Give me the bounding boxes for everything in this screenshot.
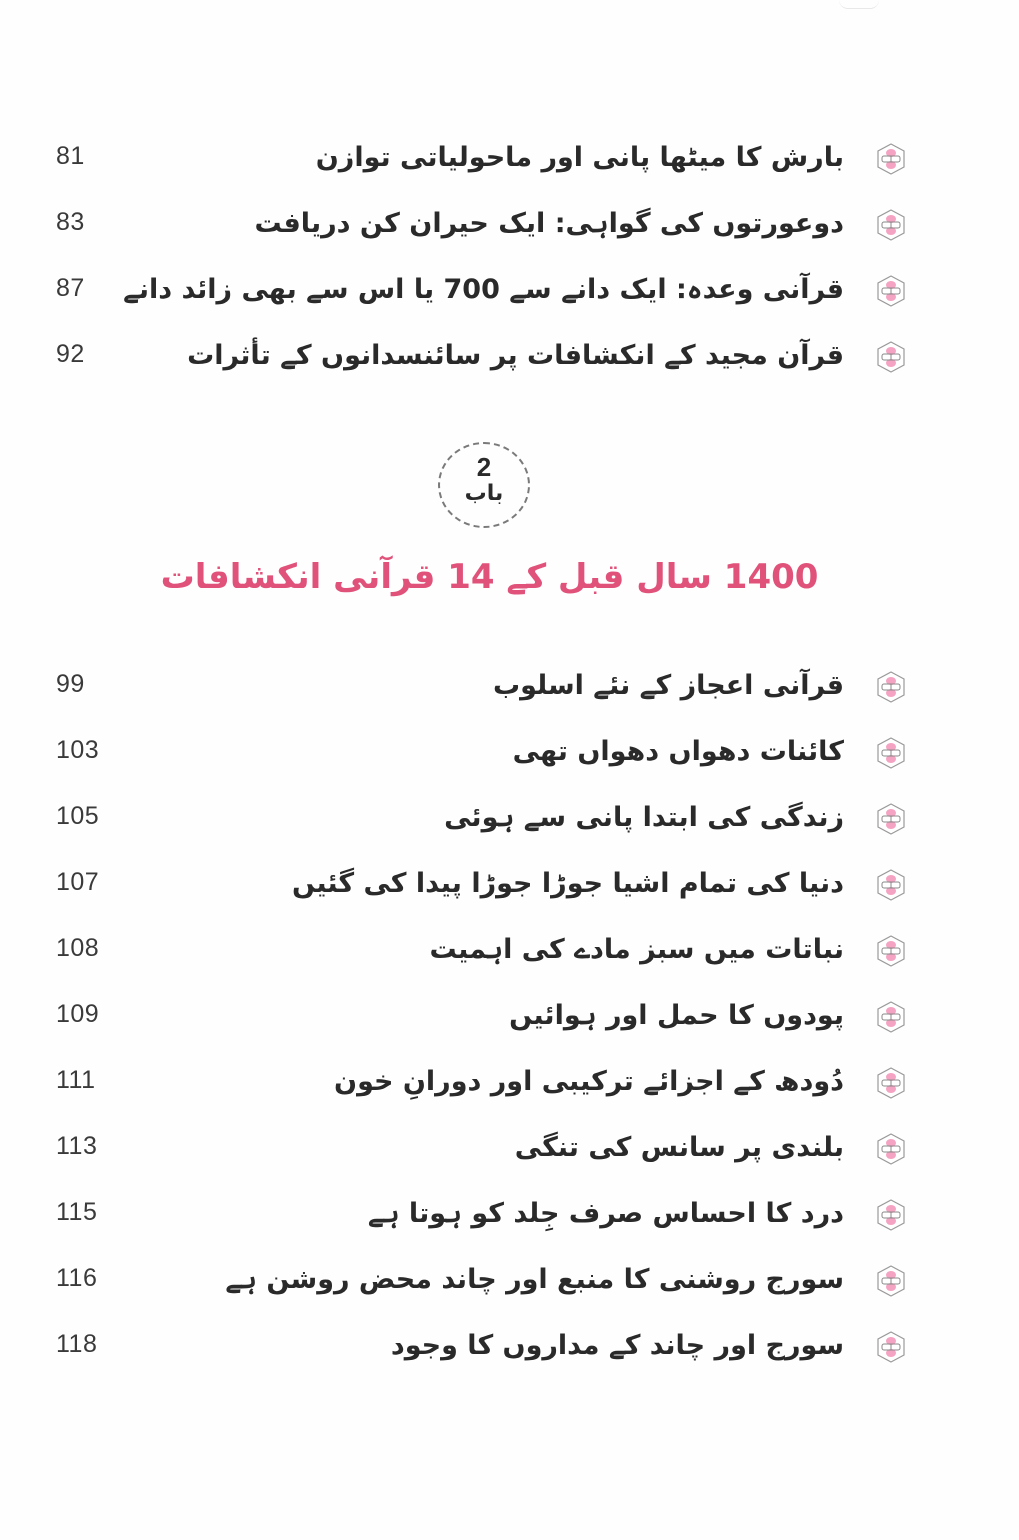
entry-title: سورج اور چاند کے مداروں کا وجود (390, 1330, 844, 1361)
entry-title: نباتات میں سبز مادے کی اہمیت (429, 934, 844, 965)
page-number: 87 (56, 274, 85, 302)
pink-hexagon-ornament-icon (875, 274, 907, 308)
toc-entry[interactable] (0, 328, 1019, 388)
pink-hexagon-ornament-icon (875, 670, 907, 704)
chapter-title-text: 1400 سال قبل کے 14 قرآنی انکشافات (160, 557, 819, 597)
pink-hexagon-ornament-icon (875, 736, 907, 770)
entry-title: سورج روشنی کا منبع اور چاند محض روشن ہے (225, 1264, 844, 1295)
toc-entry[interactable] (0, 790, 1019, 850)
page-number: 118 (56, 1330, 98, 1358)
entry-title: دوعورتوں کی گواہی: ایک حیران کن دریافت (254, 208, 844, 239)
pink-hexagon-ornament-icon (875, 1198, 907, 1232)
entry-title: قرآنی اعجاز کے نئے اسلوب (492, 670, 844, 701)
page-number: 107 (56, 868, 100, 896)
toc-entry[interactable] (0, 262, 1019, 322)
entry-title: بارش کا میٹھا پانی اور ماحولیاتی توازن (315, 142, 844, 173)
toc-entry[interactable] (0, 1054, 1019, 1114)
toc-entry[interactable] (0, 658, 1019, 718)
toc-entry[interactable] (0, 724, 1019, 784)
chapter-number: 2 (476, 452, 492, 482)
chapter-title (0, 556, 1019, 597)
chapter-label: باب (464, 481, 504, 506)
toc-entry[interactable] (0, 130, 1019, 190)
entry-title: پودوں کا حمل اور ہوائیں (509, 1000, 844, 1031)
pink-hexagon-ornament-icon (875, 1330, 907, 1364)
page-number: 81 (56, 142, 85, 170)
page-number: 115 (56, 1198, 98, 1226)
page-number: 109 (56, 1000, 100, 1028)
page-number: 99 (56, 670, 85, 698)
page-number: 108 (56, 934, 100, 962)
page-number: 103 (56, 736, 100, 764)
pink-hexagon-ornament-icon (875, 142, 907, 176)
pink-hexagon-ornament-icon (875, 802, 907, 836)
entry-title: درد کا احساس صرف جِلد کو ہوتا ہے (367, 1198, 844, 1229)
entry-title: کائنات دھواں دھواں تھی (512, 736, 844, 767)
pink-hexagon-ornament-icon (875, 208, 907, 242)
entry-title: دنیا کی تمام اشیا جوڑا جوڑا پیدا کی گئیں (292, 868, 844, 899)
page-number: 105 (56, 802, 100, 830)
page-number: 83 (56, 208, 85, 236)
entry-title: دُودھ کے اجزائے ترکیبی اور دورانِ خون (334, 1066, 844, 1097)
entry-title: قرآنی وعدہ: ایک دانے سے 700 یا اس سے بھی زائد دانے (123, 274, 844, 305)
page-edge-mark (839, 0, 879, 9)
pink-hexagon-ornament-icon (875, 868, 907, 902)
toc-entry[interactable] (0, 1120, 1019, 1180)
toc-entry[interactable] (0, 1186, 1019, 1246)
toc-entry[interactable] (0, 856, 1019, 916)
entry-title: زندگی کی ابتدا پانی سے ہوئی (444, 802, 844, 833)
toc-entry[interactable] (0, 922, 1019, 982)
page-number: 92 (56, 340, 85, 368)
pink-hexagon-ornament-icon (875, 1132, 907, 1166)
pink-hexagon-ornament-icon (875, 934, 907, 968)
pink-hexagon-ornament-icon (875, 1066, 907, 1100)
pink-hexagon-ornament-icon (875, 340, 907, 374)
toc-entry[interactable] (0, 988, 1019, 1048)
toc-entry[interactable] (0, 196, 1019, 256)
pink-hexagon-ornament-icon (875, 1264, 907, 1298)
entry-title: بلندی پر سانس کی تنگی (514, 1132, 844, 1163)
page-number: 116 (56, 1264, 98, 1292)
page-number: 113 (56, 1132, 98, 1160)
page-number: 111 (56, 1066, 96, 1094)
chapter-number-badge (438, 442, 530, 528)
toc-entry[interactable] (0, 1252, 1019, 1312)
toc-entry[interactable] (0, 1318, 1019, 1378)
pink-hexagon-ornament-icon (875, 1000, 907, 1034)
entry-title: قرآن مجید کے انکشافات پر سائنسدانوں کے تأثرات (187, 340, 844, 371)
